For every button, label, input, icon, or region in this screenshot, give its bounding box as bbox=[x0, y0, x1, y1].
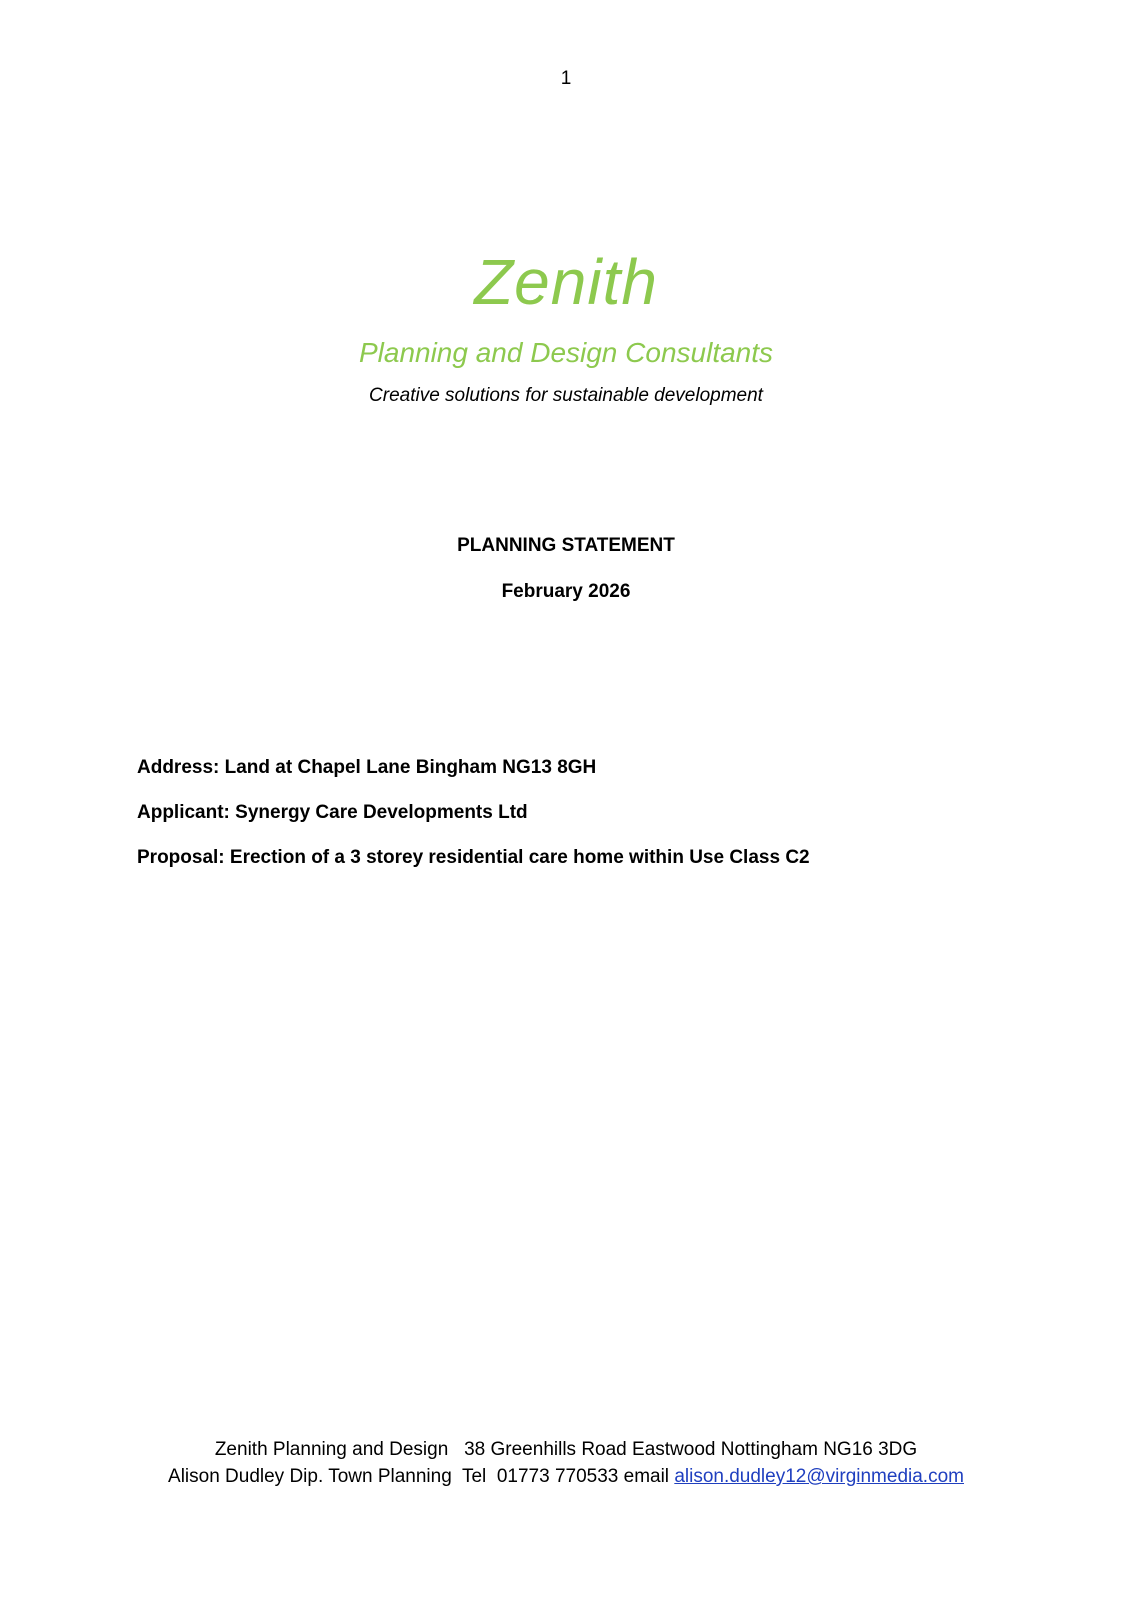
page-number: 1 bbox=[560, 68, 572, 89]
email-link[interactable]: alison.dudley12@virginmedia.com bbox=[674, 1466, 964, 1487]
document-title: PLANNING STATEMENT bbox=[457, 535, 675, 556]
footer-contact-line bbox=[0, 1463, 1132, 1490]
application-details bbox=[137, 756, 1037, 891]
footer-contact-text: Alison Dudley Dip. Town Planning Tel 01773 770533 email bbox=[168, 1466, 675, 1487]
brand-tagline: Planning and Design Consultants bbox=[358, 337, 774, 368]
brand-motto: Creative solutions for sustainable development bbox=[369, 385, 763, 406]
applicant-line: Applicant: Synergy Care Developments Ltd bbox=[137, 802, 528, 823]
page-footer bbox=[0, 1436, 1132, 1490]
address-line: Address: Land at Chapel Lane Bingham NG13 8GH bbox=[137, 757, 597, 778]
brand-name: Zenith bbox=[474, 246, 658, 318]
document-date: February 2026 bbox=[501, 581, 631, 602]
company-logo-block bbox=[0, 246, 1132, 408]
footer-company-address: Zenith Planning and Design 38 Greenhills Road Eastwood Nottingham NG16 3DG bbox=[214, 1439, 918, 1460]
proposal-line: Proposal: Erection of a 3 storey residential care home within Use Class C2 bbox=[137, 847, 810, 868]
